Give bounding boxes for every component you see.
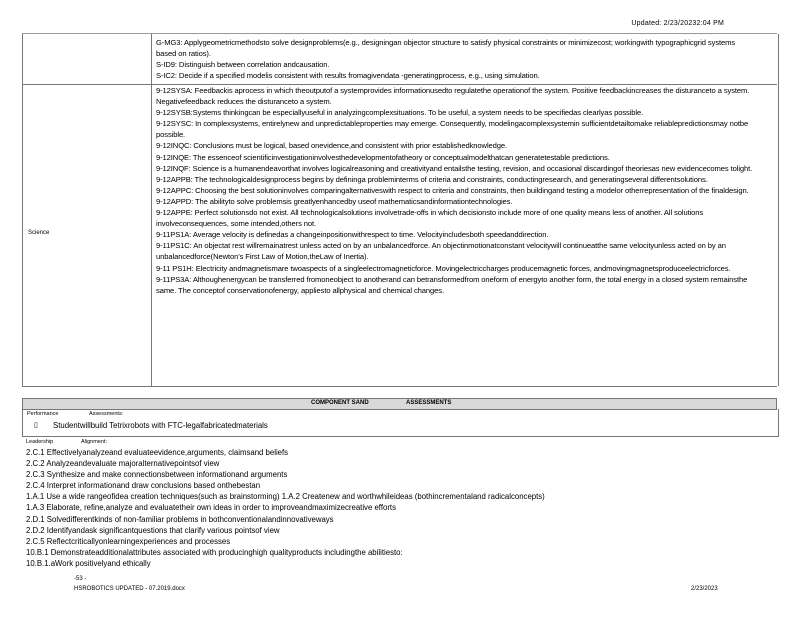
footer-filename: HSROBOTICS UPDATED - 07.2019.docx bbox=[74, 586, 185, 592]
standard-item: 9-12SYSB:Systems thinkingcan be especiallyuseful in analyzingcomplexsituations. To be useful, a system needs to be specifiedas clearlyas possible. bbox=[156, 108, 644, 118]
alignment-item: 10.B.1.aWork positivelyand ethically bbox=[26, 558, 151, 568]
standard-item: 9-12APPC: Choosing the best solutioninvolves comparingalternativeswith respect to criteria and constraints, then buildingand testing a modelor otherrepresentation of the finaldesign. bbox=[156, 185, 749, 195]
alignment-item: 1.A.1 Use a wide rangeofidea creation techniques(such as brainstorming) 1.A.2 Createnew and worthwhileideas (bothincrementaland radicalconcepts) bbox=[26, 492, 545, 502]
row-divider bbox=[22, 386, 777, 387]
standard-item: 9-12SYSC: In complexsystems, entirelynew and unpredictableproperties may emerge. Consequently, modelingacomplexsystemin sufficientdetailtomake reliablepredictionsmay notbe possible. bbox=[156, 119, 749, 140]
alignment-item: 2.C.5 Reflectcriticallyonlearningexperiences and processes bbox=[26, 536, 231, 546]
footer-date: 2/23/2023 bbox=[691, 586, 718, 592]
alignment-item: 2.D.2 Identifyandask significantquestions that clarify various pointsof view bbox=[26, 525, 280, 535]
standard-item: S-ID9: Distinguish between correlation andcausation. bbox=[156, 60, 330, 70]
leadership-alignment-list bbox=[26, 447, 766, 569]
standard-item: S-IC2: Decide if a specified modelis consistent with results fromagivendata -generatingprocess, e.g., using simulation. bbox=[156, 71, 540, 81]
alignment-item: 2.C.3 Synthesize and make connectionsbetween informationand arguments bbox=[26, 470, 288, 480]
alignment-item: 2.C.4 Interpret informationand draw conclusions based onthebestan bbox=[26, 481, 261, 491]
alignment-item: 2.C.1 Effectivelyanalyzeand evaluateevidence,arguments, claimsand beliefs bbox=[26, 448, 289, 457]
standard-item: 9-12INQF: Science is a humanendeavorthat involves logicalreasoning and creativityand entailsthe testing, revision, and occasional discardingof theoriesas new evidencecomes tolight. bbox=[156, 163, 753, 173]
math-standards-list bbox=[156, 37, 756, 81]
components-header-right: ASSESSMENTS bbox=[406, 400, 452, 406]
updated-timestamp: Updated: 2/23/20232:04 PM bbox=[631, 20, 724, 27]
standard-item: G-MG3: Applygeometricmethodsto solve designproblems(e.g., designingan objector structure to satisfy physical constraints or minimizecost; workingwith typographicgrid systems based on ratios). bbox=[156, 38, 736, 59]
standard-item: 9-11PS1C: An objectat rest willremainatrest unless acted on by an unbalancedforce. An objectinmotionatconstant velocitywill continueatthe same velocityunless acted on by an unbalancedforce(Newton's First Law of Motion,theLaw of Inertia). bbox=[156, 241, 726, 262]
alignment-item: 1.A.3 Elaborate, refine,analyze and evaluatetheir own ideas in order to improveandmaximizecreative efforts bbox=[26, 503, 396, 513]
standard-item: 9-11PS1A: Average velocity is definedas a changeinpositionwithrespect to time. Velocityincludesboth speedanddirection. bbox=[156, 230, 549, 240]
assessments-label: Assessments: bbox=[89, 411, 124, 417]
standard-item: 9-12APPB: The technologicaldesignprocess begins by defininga probleminterms of criteria and constraints, conductingresearch, and generatingseveral differentsolutions. bbox=[156, 174, 708, 184]
performance-label: Performance bbox=[27, 411, 59, 417]
alignment-item: 2.C.2 Analyzeandevaluate majoralternativepointsof view bbox=[26, 459, 220, 469]
alignment-label: Alignment: bbox=[81, 439, 107, 445]
components-header-left: COMPONENT SAND bbox=[311, 400, 369, 406]
science-label: Science bbox=[28, 230, 50, 236]
assessment-item: Studentwillbuild Tetrixrobots with FTC-legalfabricatedmaterials bbox=[53, 421, 268, 430]
standard-item: 9-12INQE: The essenceof scientificinvestigationinvolvesthedevelopmentofatheory or conceptualmodelthatcan generatetestable predictions. bbox=[156, 152, 610, 162]
checkbox-bullet-icon: ▯ bbox=[34, 422, 38, 429]
alignment-item: 2.D.1 Solvedifferentkinds of non-familiar problems in bothconventionalandinnovativeways bbox=[26, 514, 334, 524]
column-separator bbox=[151, 34, 152, 386]
standard-item: 9-12SYSA: Feedbackis aprocess in which theoutputof a systemprovides informationusedto regulatethe operationof the system. Positive feedbackincreases the disturanceto a system. Negativefeedback reduces the disturanceto a system. bbox=[156, 86, 750, 107]
standard-item: 9-12APPD: The abilityto solve problemsis greatlyenhancedby useof mathematicsandinformationtechnologies. bbox=[156, 196, 513, 206]
leadership-label: Leadership bbox=[26, 439, 54, 445]
page-number: -53 - bbox=[74, 576, 87, 582]
standard-item: 9-12INQC: Conclusions must be logical, based onevidence,and consistent with prior establishedknowledge. bbox=[156, 141, 508, 151]
science-standards-list bbox=[156, 85, 756, 296]
standard-item: 9-12APPE: Perfect solutionsdo not exist. All technologicalsolutions involvetrade-offs in which decisionsto include more of one quality means less of another. All solutions involveconsequences, some intended,others not. bbox=[156, 208, 704, 229]
standard-item: 9-11 PS1H: Electricity andmagnetismare twoaspects of a singleelectromagneticforce. Movingelectriccharges producemagnetic forces, andmovingmagnetsproduceelectricforces. bbox=[156, 263, 731, 273]
standard-item: 9-11PS3A: Althoughenergycan be transferred fromoneobject to anotherand can betransformedfrom oneform of energyto another form, the total energy in a closed system remainsthe same. The conceptof conservationofenergy, appliesto allphysical and chemical changes. bbox=[156, 274, 748, 295]
alignment-item: 10.B.1 Demonstrateadditionalattributes associated with producinghigh qualityproducts includingthe abilitiesto: bbox=[26, 547, 403, 557]
